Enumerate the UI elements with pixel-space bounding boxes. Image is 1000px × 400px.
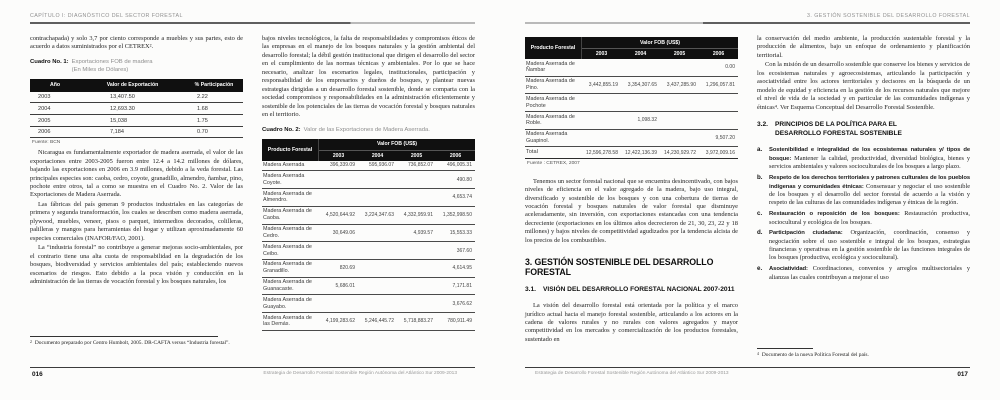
column-header-product: Producto Forestal [525, 37, 582, 59]
table-cell: 820.69 [339, 265, 355, 272]
table-row [525, 94, 738, 112]
principle-item-d [757, 229, 970, 262]
table-cell: 595,936.07 [368, 162, 394, 169]
table-cell [699, 101, 738, 104]
caption-line2: (En Miles de Dólares) [71, 66, 129, 73]
table-cell: Madera Aserrada de Granadillo. [263, 261, 312, 275]
table-cell: Madera Aserrada [263, 162, 305, 169]
table-caption-cuadro2 [262, 127, 475, 135]
table-cell [582, 119, 621, 122]
table-cell [397, 178, 436, 181]
table-cell [660, 101, 699, 104]
table-cell [582, 101, 621, 104]
list-body [769, 174, 970, 208]
principle-lead: Restauración o reposición de los bosques: [769, 211, 900, 218]
table-row [262, 161, 475, 172]
table-cell [397, 302, 436, 305]
caption-label: Cuadro No. 1: [30, 58, 69, 65]
table-cell: 30,649.06 [332, 229, 355, 236]
table-cell: 4,199,283.62 [325, 318, 355, 325]
table-cell: Madera Aserrada de Pochote [526, 95, 575, 109]
subsection-number: 3.1. [525, 286, 536, 294]
table-cell: 15,038 [110, 117, 128, 124]
table-cell: Madera Aserrada Coyote. [263, 173, 305, 186]
table-cell: 2006 [38, 129, 51, 136]
column-header: Valor de Exportación [106, 82, 159, 89]
list-marker: a. [757, 145, 763, 153]
table-cell [358, 178, 397, 181]
table-row [262, 171, 475, 189]
caption-text [72, 59, 153, 75]
header-rule [525, 22, 970, 24]
column-header: Año [49, 82, 61, 89]
table-row [30, 127, 243, 139]
list-marker: b. [757, 173, 763, 181]
table-cell [397, 284, 436, 287]
table-cell: 3,972,009.16 [705, 149, 735, 156]
right-column-2 [757, 35, 970, 344]
table-cell: 15,553.33 [449, 229, 472, 236]
table-cell: 4,332,959.91 [403, 212, 433, 219]
paragraph: La “industria forestal” no contribuye a generar mejoras socio-ambientales, por el contrario tiene una alta cuota de responsabilidad en la degradación de los bosques, biodiversidad y servicios ambientales del país; estableciendo nuevos escenarios de riesgos. Esto debido a la poca visión y conducción en la administración de las tierras de vocación forestal y los bosques naturales, los [30, 244, 243, 286]
list-body [769, 265, 970, 282]
paragraph: Nicaragua es fundamentalmente exportador de madera aserrada, el valor de las exportaciones entre 2003-2005 fueron entre 12.4 a 14.2 millones de dólares, bajando las exportaciones en 2006 en 3.9 millones, debido a la veda forestal. Las principales especies son: caoba, cedro, coyote, granadillo, almendro, ñambar, pino, pochote entre otros, tal a como se muestra en el Cuadro No. 2. Valor de las Exportaciones de Madera Aserrada. [30, 149, 243, 199]
table-cell: 2004 [38, 106, 51, 113]
table-cell: 396,339.09 [329, 162, 355, 169]
principle-item-c [757, 210, 970, 227]
principle-lead: Respeto de los derechos territoriales y patrones culturales de los pueblos indígenas y comunidades étnicas: [769, 174, 970, 190]
table-cell [660, 119, 699, 122]
list-marker: d. [757, 229, 763, 237]
paragraph: la conservación del medio ambiente, la producción sustentable forestal y la producción de alimentos, bajo un enfoque de ordenamiento y planificación territorial. [757, 35, 970, 59]
table-cell [660, 137, 699, 140]
paragraph: bajos niveles tecnológicos, la falta de responsabilidades y compromisos éticos de las empresas en el manejo de los bosques naturales y la gestión ambiental del desarrollo forestal; la débil gestión institucional que dirigen el desarrollo del sector en el cumplimiento de las normas técnicas y ambientales. Por lo que se hace necesario, analizar los escenarios legales, institucionales, participación y responsabilidad de los empresarios y dueños de bosques, y plantear nuevas estrategias dirigidas a un desarrollo forestal sostenible, donde se comparta con la sociedad compromisos y responsabilidades en la administración eficientemente y sostenible de los potenciales de las tierras de vocación forestal y bosques naturales en el territorio. [262, 35, 475, 119]
page-footer [30, 371, 475, 378]
paragraph: contrachapada) y solo 3,7 por ciento corresponde a muebles y sus partes, esto de acuerdo a datos suministrados por el CETREX². [30, 35, 243, 51]
footnote-text [30, 340, 243, 347]
left-column-1 [30, 35, 243, 331]
principle-lead: Sostenibilidad e integralidad de los ecosistemas naturales y/ tipos de bosque: [769, 146, 970, 162]
footer-title: Estrategia de Desarrollo Forestal Sostenible Región Autónoma del Atlántico Sur 2009-2013 [535, 371, 729, 376]
page-left [30, 0, 475, 400]
year-header: 2005 [673, 51, 686, 57]
table-row [525, 59, 738, 77]
year-headers [319, 151, 475, 161]
table-cell: 2005 [38, 117, 51, 124]
table-cell [397, 249, 436, 252]
table-cell: 490.80 [456, 176, 472, 183]
footer-rule [30, 367, 475, 368]
table-row [262, 225, 475, 243]
table-cell [358, 284, 397, 287]
table-header-group [319, 139, 475, 161]
footnote-body: Documento de la nueva Política Forestal del país. [761, 351, 869, 358]
footnote-text [757, 352, 970, 359]
table-cell: Madera Aserrada de Guanacaste. [263, 279, 312, 292]
table-cell: 4,939.57 [413, 229, 433, 236]
table-cell [358, 196, 397, 199]
table-cell [621, 66, 660, 69]
left-column-2 [262, 35, 475, 331]
table-cell: 12,422,136.39 [625, 149, 657, 156]
table-cell: 736,852.07 [407, 162, 433, 169]
table-row [525, 112, 738, 130]
table-cell: 4,653.74 [452, 194, 472, 201]
paragraph: La visión del desarrollo forestal está orientada por la política y el marco jurídico actual hacia el manejo forestal sostenible, articulando a los actores en la cadena de valores rurales y no rurales con valores agregados y mayor competitividad en los mercados y comercialización de los productos forestales, sustentado en [525, 302, 738, 343]
column-group-header: Valor FOB (US$) [319, 139, 475, 151]
table-cell [358, 249, 397, 252]
table-body [525, 59, 738, 159]
table-cell: Madera Aserrada Guapinol. [526, 131, 568, 145]
table-cell: 2.22 [197, 94, 208, 101]
footer-title: Estrategia de Desarrollo Forestal Sostenible Región Autónoma del Atlántico Sur 2009-2013 [263, 371, 457, 376]
paragraph: Con la misión de un desarrollo sostenible que conserve los bienes y servicios de los ecosistemas naturales y agroecosistemas, articulando la participación y asociatividad entre los actores territoriales y decisores en la búsqueda de un modelo de equidad y eficiencia en la gestión de los recursos naturales que mejore el nivel de vida de la sociedad y en particular de las comunidades indígenas y étnicas⁴. Ver Esquema Conceptual del Desarrollo Forestal Sostenible. [757, 61, 970, 111]
caption-label: Cuadro No. 2: [262, 126, 301, 133]
subsection-heading-3-1 [525, 286, 738, 295]
running-header-left: CAPÍTULO I: DIAGNÓSTICO DEL SECTOR FORESTAL [30, 13, 183, 19]
table-cell: 5,718,883.27 [403, 318, 433, 325]
table-row [30, 103, 243, 115]
table-cell: Madera Aserrada de Almendro. [263, 190, 312, 204]
table-cell [660, 66, 699, 69]
principle-item-a [757, 146, 970, 172]
table-body [30, 92, 243, 138]
table-row [525, 77, 738, 95]
list-body [769, 210, 970, 227]
year-header: 2004 [634, 51, 647, 57]
table-cell: Total [526, 149, 538, 156]
table-cell: 5,686.01 [335, 282, 355, 289]
footnote-rule [757, 348, 813, 349]
table-cell: Madera Aserrada de Ñambar [526, 60, 575, 74]
table-cell: 3,437,285.90 [666, 82, 696, 89]
table-cell: 12,596,278.58 [586, 149, 618, 156]
table-cell [621, 137, 660, 140]
footnote-marker: 4 [757, 351, 759, 356]
table-cell: 3,224,347.63 [364, 212, 394, 219]
table-cell [319, 178, 358, 181]
table-cell: 1.68 [197, 106, 208, 113]
subsection-number: 3.2. [757, 121, 768, 129]
table-cell: 12,693.30 [110, 106, 135, 113]
table-row [262, 295, 475, 313]
table-cell: 1,296,057.81 [705, 82, 735, 89]
table-cell: Madera Aserrada de Cedro. [263, 226, 312, 239]
subsection-title: VISIÓN DEL DESARROLLO FORESTAL NACIONAL 2007-2011 [543, 286, 735, 294]
column-group-header: Valor FOB (US$) [582, 37, 738, 49]
column-header: % Participación [194, 82, 234, 89]
table-cell [397, 267, 436, 270]
year-header: 2003 [595, 51, 608, 57]
table-header-row [30, 79, 243, 92]
principle-text: Organización, coordinación, consenso y negociación sobre el uso sostenible e integral de los bosques, estrategias financieras y operativas en la gestión sostenible de las funciones integrales de los bosques (productiva, ecológica y sociocultural). [769, 229, 971, 262]
table-caption-cuadro1 [30, 59, 243, 75]
table-row [30, 115, 243, 127]
table-header [525, 37, 738, 59]
table-cell [319, 196, 358, 199]
table-madera-aserrada-part1 [262, 139, 475, 331]
principle-text: Coordinaciones, convenios y arreglos multisectoriales y alianzas las cuales contribuyan a mejorar el uso [769, 265, 970, 281]
table-cell: 4,520,644.92 [325, 212, 355, 219]
table-cell [582, 137, 621, 140]
table-row [262, 207, 475, 225]
table-row [525, 130, 738, 148]
table-cell [358, 302, 397, 305]
table-cell: 13,407.50 [110, 94, 135, 101]
caption-text: Valor de las Exportaciones de Madera Aserrada. [303, 126, 430, 133]
year-header: 2005 [410, 152, 423, 159]
table-cell: 496,005.31 [446, 162, 472, 169]
table-row [262, 189, 475, 207]
table-cell [621, 101, 660, 104]
table-cell [582, 66, 621, 69]
table-cell: 14,230,929.72 [664, 149, 696, 156]
right-page-columns [525, 35, 970, 344]
principle-text: Restauración productiva, sociocultural y ecológica de los bosques. [769, 210, 971, 226]
table-cell: 7,171.81 [452, 282, 472, 289]
table-row [262, 278, 475, 296]
column-header-product: Producto Forestal [262, 139, 319, 161]
table-row [262, 313, 475, 331]
table-cell [319, 302, 358, 305]
table-cell: 4,614.95 [452, 265, 472, 272]
table-cell: Madera Aserrada de Ceibo. [263, 243, 312, 257]
year-header: 2004 [371, 152, 384, 159]
table-cell: 0.70 [197, 129, 208, 136]
list-marker: e. [757, 265, 763, 273]
table-header-group [582, 37, 738, 59]
year-headers [582, 49, 738, 59]
left-page-columns [30, 35, 475, 331]
table-cell: 1,352,998.50 [442, 212, 472, 219]
year-header: 2006 [712, 51, 725, 57]
section-heading-3: 3. GESTIÓN SOSTENIBLE DEL DESARROLLO FORESTAL [525, 257, 714, 278]
page-footer [525, 371, 970, 378]
paragraph: Las fábricas del país generan 9 productos industriales en las categorías de primera y segunda transformación, los cuales se describen como madera aserrada, plywood, muebles, veneer, pisos o parquet, intermedios decorados, colilleras, palilleras y mangos para herramientas del hogar y utilizan aproximadamente 60 especies comerciales (INAFOR/FAO, 2001). [30, 200, 243, 242]
table-cell: 3,676.62 [452, 300, 472, 307]
page-right [525, 0, 970, 400]
table-cell: Madera Aserrada de las Demás. [263, 314, 312, 328]
running-header-right: 3. GESTIÓN SOSTENIBLE DEL DESARROLLO FORESTAL [806, 13, 970, 19]
table-cell: 3,354,307.65 [627, 82, 657, 89]
principle-text: Mantener la calidad, productividad, diversidad biológica, bienes y servicios ambientales y valores socioculturales de los bosques a largo plazo. [769, 154, 970, 171]
table-source: Fuente : CETREX, 2007 [527, 160, 580, 166]
table-cell: 367.60 [456, 247, 472, 254]
footnote-marker: 2 [30, 339, 32, 344]
table-cell: Madera Aserrada de Roble. [526, 113, 575, 127]
table-body [262, 161, 475, 331]
caption-line1: Exportaciones FOB de madera [71, 58, 153, 65]
table-row [262, 242, 475, 260]
table-cell [358, 267, 397, 270]
table-cell: 3,442,855.19 [588, 82, 618, 89]
subsection-heading-3-2 [757, 121, 970, 139]
table-cell: Madera Aserrada de Guayabo. [263, 296, 312, 310]
table-cell: 9,507.20 [715, 135, 735, 142]
table-source: Fuente: BCN [32, 140, 61, 146]
table-cell [358, 231, 397, 234]
table-exportaciones-fob [30, 79, 243, 145]
footnote-block [757, 348, 970, 359]
list-marker: c. [757, 210, 763, 218]
table-madera-aserrada-part2 [525, 37, 738, 166]
list-body [769, 229, 970, 262]
right-column-1 [525, 35, 738, 344]
table-cell: 780,911.49 [447, 318, 472, 325]
footnote-block [30, 336, 243, 347]
paragraph: Tenemos un sector forestal nacional que se encuentra desincentivado, con bajos niveles de eficiencia en el valor agregado de la madera, bajo uso integral, diversificado y sostenible de los bosques y con una cobertura de tierras de vocación forestal y bosques naturales de valor forestal que disminuye aceleradamente, sin inversión, con exportaciones estancadas con una tendencia decreciente (exportaciones en los últimos años decrecieron de 21, 30, 23, 22 y 18 millones) y bajos niveles de competitividad agudizados por la tendencia alcista de los precios de los combustibles. [525, 177, 738, 244]
principle-lead: Asociatividad: [769, 266, 808, 273]
year-header: 2006 [449, 152, 462, 159]
subsection-title: PRINCIPIOS DE LA POLÍTICA PARA EL DESARROLLO FORESTAL SOSTENIBLE [775, 121, 902, 137]
table-cell [397, 196, 436, 199]
page-number: 016 [32, 371, 43, 378]
year-header: 2003 [332, 152, 345, 159]
table-cell: Madera Aserrada de Pino. [526, 78, 575, 92]
principle-item-e [757, 265, 970, 282]
principle-item-b [757, 174, 970, 208]
table-row [525, 147, 738, 158]
table-cell: Madera Aserrada de Caoba. [263, 208, 312, 222]
table-cell: 1.75 [197, 117, 208, 124]
principle-text: Consensuar y negociar el uso sostenible de los bosques y el desarrollo del sector forestal de acuerdo a la visión y respeto de las culturas de las comunidades indígenas y étnicas de la región. [769, 182, 970, 207]
table-cell: 2003 [38, 94, 51, 101]
footnote-rule [30, 336, 218, 337]
principle-lead: Participación ciudadana: [769, 230, 843, 237]
footnote-body: Documento preparado por Centro Humbolt, 2005. DR-CAFTA versus “Industria forestal”. [34, 339, 230, 346]
table-cell: 1,098.32 [637, 117, 657, 124]
table-cell [319, 249, 358, 252]
table-cell: 5,246,445.72 [364, 318, 394, 325]
footer-rule [525, 367, 970, 368]
table-row [262, 260, 475, 278]
table-row [30, 92, 243, 104]
page-number: 017 [957, 371, 968, 378]
table-cell: 7,184 [110, 129, 124, 136]
list-body [769, 146, 970, 172]
header-rule [30, 22, 475, 24]
table-header [262, 139, 475, 161]
table-cell [699, 119, 738, 122]
table-cell: 0.00 [725, 64, 735, 71]
